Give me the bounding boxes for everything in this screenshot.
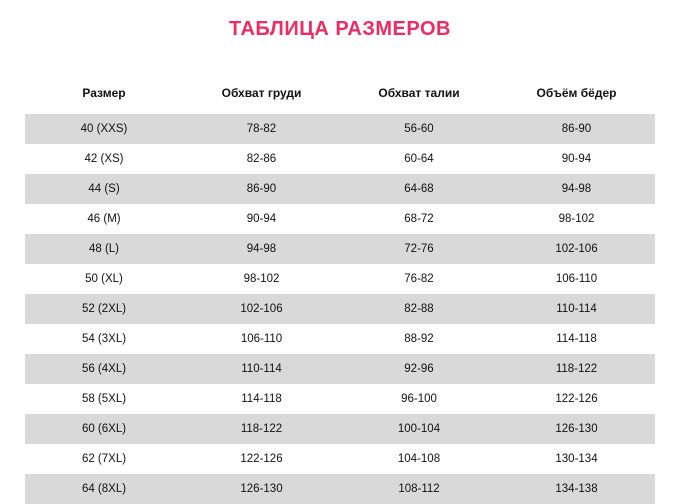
cell-hips: 106-110 xyxy=(498,264,655,294)
cell-size: 48 (L) xyxy=(25,234,183,264)
column-header-hips: Объём бёдер xyxy=(498,72,655,114)
cell-size: 60 (6XL) xyxy=(25,414,183,444)
table-body xyxy=(25,114,655,504)
table-row xyxy=(25,144,655,174)
cell-hips: 102-106 xyxy=(498,234,655,264)
cell-hips: 126-130 xyxy=(498,414,655,444)
cell-size: 56 (4XL) xyxy=(25,354,183,384)
cell-chest: 126-130 xyxy=(183,474,340,504)
cell-chest: 110-114 xyxy=(183,354,340,384)
table-header-row xyxy=(25,72,655,114)
cell-chest: 114-118 xyxy=(183,384,340,414)
size-table-container xyxy=(25,72,655,504)
cell-chest: 118-122 xyxy=(183,414,340,444)
table-row xyxy=(25,444,655,474)
cell-waist: 60-64 xyxy=(340,144,498,174)
table-row xyxy=(25,234,655,264)
cell-hips: 114-118 xyxy=(498,324,655,354)
cell-chest: 94-98 xyxy=(183,234,340,264)
cell-chest: 98-102 xyxy=(183,264,340,294)
cell-size: 40 (XXS) xyxy=(25,114,183,144)
cell-chest: 78-82 xyxy=(183,114,340,144)
cell-waist: 64-68 xyxy=(340,174,498,204)
cell-size: 42 (XS) xyxy=(25,144,183,174)
cell-chest: 86-90 xyxy=(183,174,340,204)
cell-hips: 122-126 xyxy=(498,384,655,414)
table-row xyxy=(25,414,655,444)
cell-hips: 118-122 xyxy=(498,354,655,384)
table-row xyxy=(25,264,655,294)
cell-waist: 100-104 xyxy=(340,414,498,444)
table-row xyxy=(25,474,655,504)
table-row xyxy=(25,204,655,234)
cell-hips: 110-114 xyxy=(498,294,655,324)
table-row xyxy=(25,384,655,414)
cell-waist: 76-82 xyxy=(340,264,498,294)
cell-waist: 96-100 xyxy=(340,384,498,414)
table-row xyxy=(25,294,655,324)
cell-hips: 98-102 xyxy=(498,204,655,234)
cell-size: 58 (5XL) xyxy=(25,384,183,414)
cell-waist: 82-88 xyxy=(340,294,498,324)
table-row xyxy=(25,174,655,204)
cell-waist: 68-72 xyxy=(340,204,498,234)
cell-size: 46 (M) xyxy=(25,204,183,234)
cell-chest: 82-86 xyxy=(183,144,340,174)
cell-size: 64 (8XL) xyxy=(25,474,183,504)
cell-waist: 104-108 xyxy=(340,444,498,474)
cell-chest: 90-94 xyxy=(183,204,340,234)
column-header-chest: Обхват груди xyxy=(183,72,340,114)
cell-size: 44 (S) xyxy=(25,174,183,204)
cell-size: 52 (2XL) xyxy=(25,294,183,324)
cell-chest: 102-106 xyxy=(183,294,340,324)
page-title: ТАБЛИЦА РАЗМЕРОВ xyxy=(229,18,451,40)
table-row xyxy=(25,324,655,354)
cell-chest: 122-126 xyxy=(183,444,340,474)
cell-hips: 130-134 xyxy=(498,444,655,474)
size-table xyxy=(25,72,655,504)
table-header xyxy=(25,72,655,114)
column-header-size: Размер xyxy=(25,72,183,114)
cell-waist: 88-92 xyxy=(340,324,498,354)
column-header-waist: Обхват талии xyxy=(340,72,498,114)
table-row xyxy=(25,114,655,144)
table-row xyxy=(25,354,655,384)
cell-chest: 106-110 xyxy=(183,324,340,354)
cell-hips: 134-138 xyxy=(498,474,655,504)
cell-waist: 92-96 xyxy=(340,354,498,384)
cell-waist: 56-60 xyxy=(340,114,498,144)
cell-hips: 86-90 xyxy=(498,114,655,144)
cell-hips: 94-98 xyxy=(498,174,655,204)
cell-size: 62 (7XL) xyxy=(25,444,183,474)
cell-size: 50 (XL) xyxy=(25,264,183,294)
cell-size: 54 (3XL) xyxy=(25,324,183,354)
cell-waist: 72-76 xyxy=(340,234,498,264)
cell-hips: 90-94 xyxy=(498,144,655,174)
cell-waist: 108-112 xyxy=(340,474,498,504)
